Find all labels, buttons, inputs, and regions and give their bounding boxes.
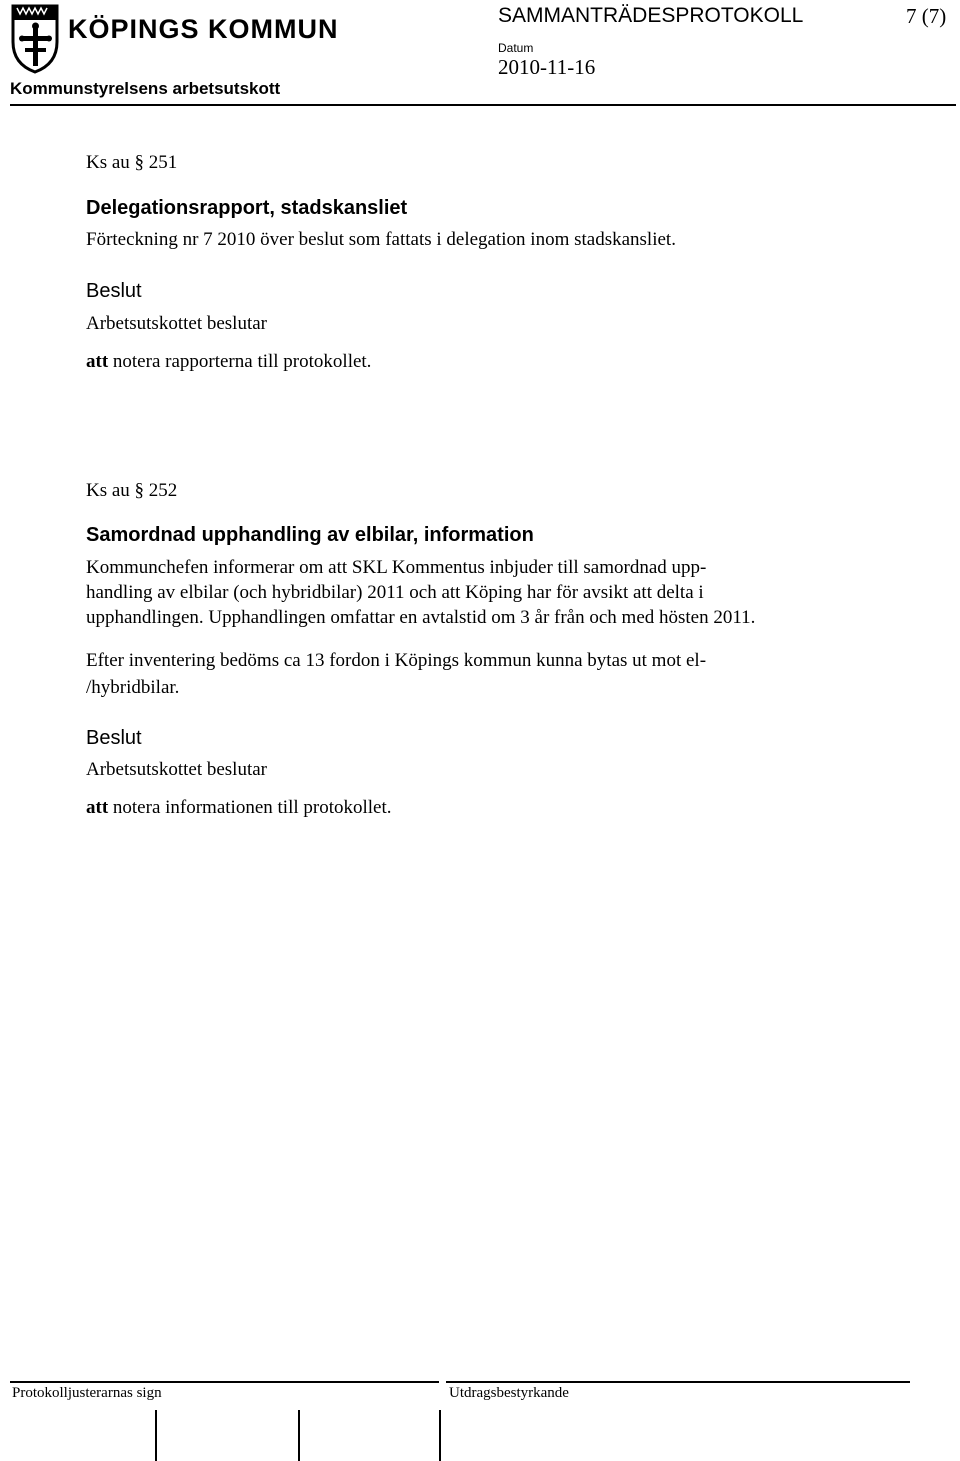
section-body-line: handling av elbilar (och hybridbilar) 2011 och att Köping har för avsikt att delta i [86,582,704,603]
decision-text: notera informationen till protokollet. [112,797,392,818]
section-body-line: Förteckning nr 7 2010 över beslut som fattats i delegation inom stadskansliet. [86,229,676,250]
signature-box-divider [439,1410,441,1461]
section-body-line: Kommunchefen informerar om att SKL Kommentus inbjuder till samordnad upp- [86,557,707,578]
decision-intro: Arbetsutskottet beslutar [86,759,267,780]
decision-text: notera rapporterna till protokollet. [112,351,372,372]
document-type: SAMMANTRÄDESPROTOKOLL [498,4,804,27]
section-number: Ks au § 251 [86,152,178,173]
decision-att: att [86,797,109,818]
section-title: Delegationsrapport, stadskansliet [86,197,408,219]
signature-label: Protokolljusterarnas sign [12,1385,162,1401]
footer-rule-left [10,1381,439,1383]
decision-intro: Arbetsutskottet beslutar [86,313,267,334]
committee-name: Kommunstyrelsens arbetsutskott [10,79,281,98]
kopings-kommun-logo [10,2,345,74]
section-title: Samordnad upphandling av elbilar, information [86,524,534,546]
section-body-line: Efter inventering bedöms ca 13 fordon i Köpings kommun kunna bytas ut mot el- [86,650,707,671]
decision-statement [86,797,392,819]
footer-rule-right [446,1381,910,1383]
certification-label: Utdragsbestyrkande [449,1385,569,1401]
meeting-date: 2010-11-16 [498,55,596,79]
section-number: Ks au § 252 [86,480,178,501]
page-number: 7 (7) [906,4,947,28]
signature-box-divider [298,1410,300,1461]
signature-box-divider [155,1410,157,1461]
decision-heading: Beslut [86,280,142,302]
decision-statement [86,351,371,373]
decision-heading: Beslut [86,727,142,749]
decision-att: att [86,351,109,372]
section-body-line: /hybridbilar. [86,677,180,698]
header-divider [10,104,956,106]
date-label: Datum [498,41,534,55]
section-body-line: upphandlingen. Upphandlingen omfattar en avtalstid om 3 år från och med hösten 2011. [86,607,756,628]
logo-text: KÖPINGS KOMMUN [68,14,339,44]
